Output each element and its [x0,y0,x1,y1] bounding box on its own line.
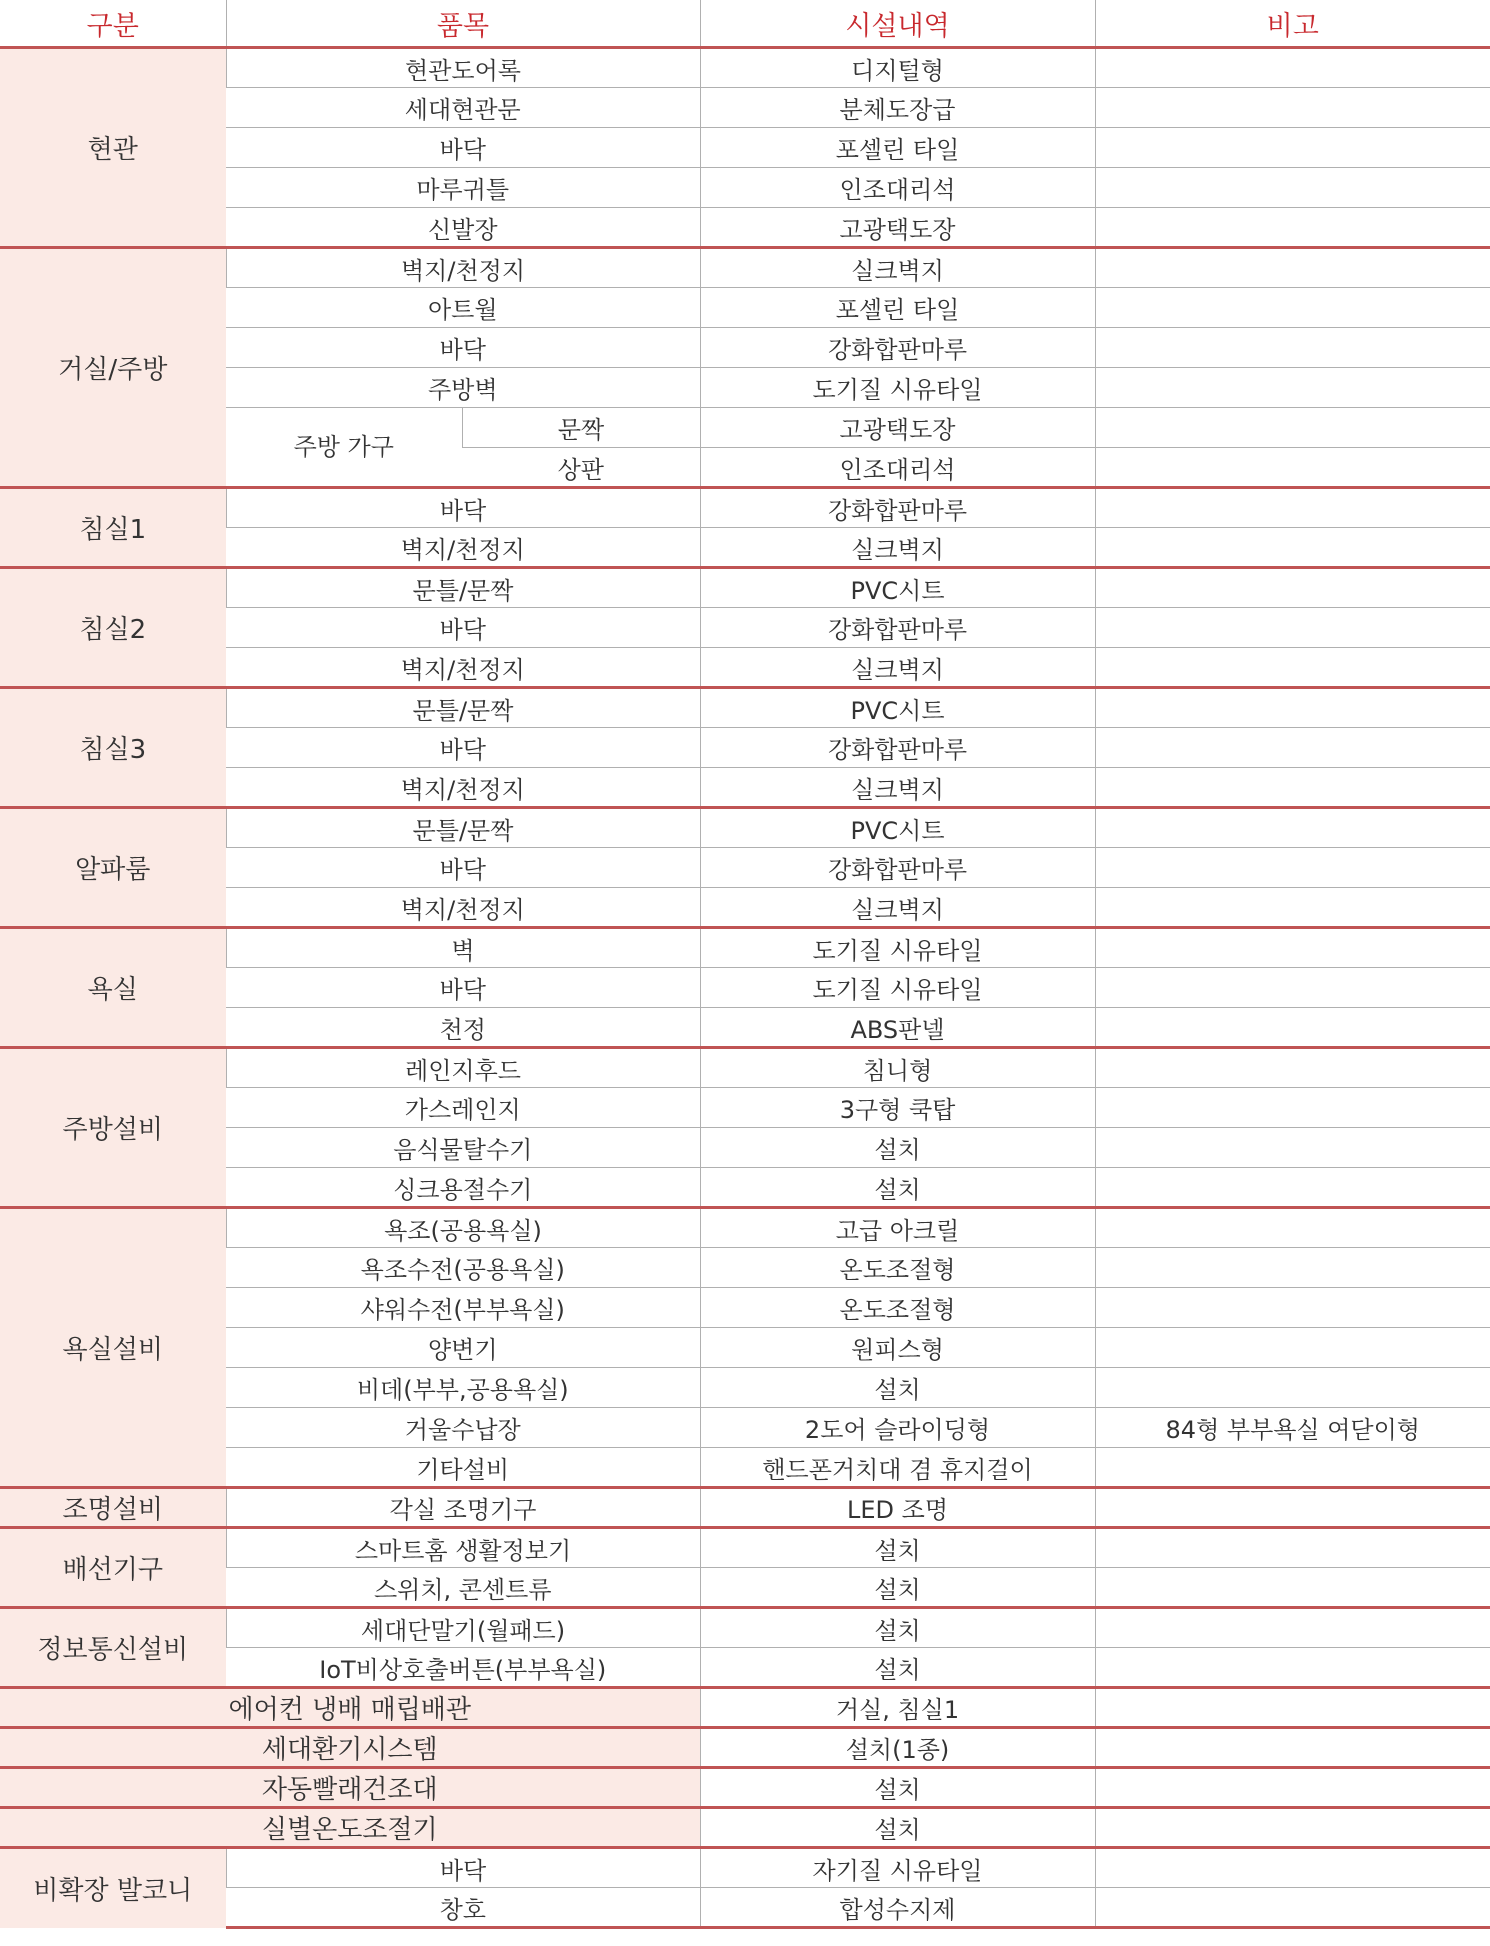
item-cell: 가스레인지 [226,1088,700,1128]
category-cell: 거실/주방 [0,248,226,488]
item-cell: 바닥 [226,1848,700,1888]
subitem-cell: 문짝 [462,408,700,448]
note-cell [1095,1688,1490,1728]
item-cell: 음식물탈수기 [226,1128,700,1168]
note-cell [1095,1048,1490,1088]
note-cell [1095,888,1490,928]
category-cell: 주방설비 [0,1048,226,1208]
item-cell: 싱크용절수기 [226,1168,700,1208]
category-cell: 자동빨래건조대 [0,1768,700,1808]
spec-cell: 고광택도장 [700,408,1095,448]
note-cell [1095,1208,1490,1248]
spec-cell: 합성수지제 [700,1888,1095,1928]
note-cell [1095,1768,1490,1808]
table-row [0,1608,1490,1648]
note-cell [1095,928,1490,968]
category-cell: 비확장 발코니 [0,1848,226,1928]
item-cell: 스위치, 콘센트류 [226,1568,700,1608]
table-row [0,688,1490,728]
item-cell: 벽지/천정지 [226,648,700,688]
item-cell: 신발장 [226,208,700,248]
spec-cell: 강화합판마루 [700,608,1095,648]
item-cell: 벽지/천정지 [226,528,700,568]
note-cell [1095,368,1490,408]
spec-cell: 강화합판마루 [700,848,1095,888]
item-cell: 문틀/문짝 [226,808,700,848]
note-cell [1095,528,1490,568]
spec-cell: 설치 [700,1368,1095,1408]
table-row [0,1688,1490,1728]
table-row [0,1528,1490,1568]
spec-cell: 설치 [700,1608,1095,1648]
note-cell [1095,1568,1490,1608]
spec-cell: 고광택도장 [700,208,1095,248]
spec-cell: 도기질 시유타일 [700,928,1095,968]
note-cell [1095,1608,1490,1648]
spec-cell: 설치 [700,1768,1095,1808]
note-cell [1095,808,1490,848]
note-cell [1095,1368,1490,1408]
category-cell: 침실1 [0,488,226,568]
item-cell: 바닥 [226,328,700,368]
note-cell [1095,1088,1490,1128]
note-cell [1095,128,1490,168]
note-cell [1095,1288,1490,1328]
category-cell: 알파룸 [0,808,226,928]
item-cell: 기타설비 [226,1448,700,1488]
category-cell: 정보통신설비 [0,1608,226,1688]
spec-cell: 디지털형 [700,48,1095,88]
table-row [0,1848,1490,1888]
spec-cell: PVC시트 [700,568,1095,608]
table-row [0,1048,1490,1088]
spec-cell: 인조대리석 [700,448,1095,488]
header-note: 비고 [1095,0,1490,48]
spec-cell: 실크벽지 [700,888,1095,928]
spec-cell: 실크벽지 [700,528,1095,568]
note-cell [1095,1168,1490,1208]
note-cell [1095,1128,1490,1168]
spec-cell: ABS판넬 [700,1008,1095,1048]
spec-cell: 실크벽지 [700,648,1095,688]
item-cell: 문틀/문짝 [226,688,700,728]
note-cell [1095,1328,1490,1368]
spec-cell: 강화합판마루 [700,488,1095,528]
spec-cell: 실크벽지 [700,768,1095,808]
spec-cell: 포셀린 타일 [700,288,1095,328]
spec-cell: 설치(1종) [700,1728,1095,1768]
item-cell: IoT비상호출버튼(부부욕실) [226,1648,700,1688]
category-cell: 욕실 [0,928,226,1048]
note-cell [1095,1728,1490,1768]
item-cell: 벽지/천정지 [226,888,700,928]
item-cell: 바닥 [226,848,700,888]
item-cell: 욕조수전(공용욕실) [226,1248,700,1288]
note-cell [1095,768,1490,808]
note-cell [1095,88,1490,128]
spec-cell: 설치 [700,1168,1095,1208]
item-cell: 주방 가구 [226,408,462,488]
spec-cell: 설치 [700,1648,1095,1688]
item-cell: 각실 조명기구 [226,1488,700,1528]
subitem-cell: 상판 [462,448,700,488]
category-cell: 침실2 [0,568,226,688]
table-row [0,808,1490,848]
spec-cell: 설치 [700,1528,1095,1568]
spec-cell: PVC시트 [700,688,1095,728]
spec-cell: 설치 [700,1128,1095,1168]
category-cell: 배선기구 [0,1528,226,1608]
note-cell: 84형 부부욕실 여닫이형 [1095,1408,1490,1448]
note-cell [1095,1008,1490,1048]
category-cell: 세대환기시스템 [0,1728,700,1768]
note-cell [1095,1808,1490,1848]
spec-cell: 핸드폰거치대 겸 휴지걸이 [700,1448,1095,1488]
table-row [0,928,1490,968]
note-cell [1095,1888,1490,1928]
header-row [0,0,1490,48]
note-cell [1095,1648,1490,1688]
note-cell [1095,728,1490,768]
table-row [0,1768,1490,1808]
note-cell [1095,328,1490,368]
category-cell: 현관 [0,48,226,248]
item-cell: 세대단말기(월패드) [226,1608,700,1648]
note-cell [1095,608,1490,648]
table-row [0,1208,1490,1248]
item-cell: 문틀/문짝 [226,568,700,608]
category-cell: 에어컨 냉배 매립배관 [0,1688,700,1728]
item-cell: 바닥 [226,128,700,168]
spec-cell: 온도조절형 [700,1288,1095,1328]
item-cell: 바닥 [226,968,700,1008]
spec-cell: 자기질 시유타일 [700,1848,1095,1888]
item-cell: 바닥 [226,608,700,648]
table-row [0,248,1490,288]
spec-cell: 침니형 [700,1048,1095,1088]
note-cell [1095,968,1490,1008]
spec-cell: 인조대리석 [700,168,1095,208]
spec-cell: 분체도장급 [700,88,1095,128]
spec-cell: 3구형 쿡탑 [700,1088,1095,1128]
header-category: 구분 [0,0,226,48]
spec-cell: 2도어 슬라이딩형 [700,1408,1095,1448]
note-cell [1095,568,1490,608]
spec-cell: 실크벽지 [700,248,1095,288]
note-cell [1095,848,1490,888]
item-cell: 욕조(공용욕실) [226,1208,700,1248]
table-row [0,1728,1490,1768]
item-cell: 마루귀틀 [226,168,700,208]
category-cell: 침실3 [0,688,226,808]
item-cell: 바닥 [226,488,700,528]
item-cell: 레인지후드 [226,1048,700,1088]
spec-cell: 거실, 침실1 [700,1688,1095,1728]
spec-cell: LED 조명 [700,1488,1095,1528]
note-cell [1095,1848,1490,1888]
note-cell [1095,648,1490,688]
note-cell [1095,448,1490,488]
spec-cell: 강화합판마루 [700,728,1095,768]
item-cell: 벽지/천정지 [226,248,700,288]
item-cell: 창호 [226,1888,700,1928]
note-cell [1095,1488,1490,1528]
item-cell: 바닥 [226,728,700,768]
item-cell: 주방벽 [226,368,700,408]
table-row [0,1488,1490,1528]
spec-body [0,48,1490,1928]
spec-cell: 강화합판마루 [700,328,1095,368]
item-cell: 세대현관문 [226,88,700,128]
item-cell: 벽 [226,928,700,968]
category-cell: 조명설비 [0,1488,226,1528]
spec-cell: 포셀린 타일 [700,128,1095,168]
note-cell [1095,1528,1490,1568]
note-cell [1095,288,1490,328]
note-cell [1095,168,1490,208]
spec-cell: 도기질 시유타일 [700,968,1095,1008]
note-cell [1095,488,1490,528]
item-cell: 스마트홈 생활정보기 [226,1528,700,1568]
item-cell: 아트월 [226,288,700,328]
item-cell: 샤워수전(부부욕실) [226,1288,700,1328]
note-cell [1095,48,1490,88]
table-row [0,568,1490,608]
spec-cell: 설치 [700,1808,1095,1848]
table-row [0,488,1490,528]
category-cell: 욕실설비 [0,1208,226,1488]
spec-cell: PVC시트 [700,808,1095,848]
item-cell: 천정 [226,1008,700,1048]
note-cell [1095,1448,1490,1488]
item-cell: 벽지/천정지 [226,768,700,808]
note-cell [1095,688,1490,728]
table-row [0,1808,1490,1848]
spec-cell: 온도조절형 [700,1248,1095,1288]
note-cell [1095,408,1490,448]
spec-cell: 도기질 시유타일 [700,368,1095,408]
item-cell: 현관도어록 [226,48,700,88]
header-spec: 시설내역 [700,0,1095,48]
note-cell [1095,208,1490,248]
table-row [0,48,1490,88]
item-cell: 양변기 [226,1328,700,1368]
spec-cell: 설치 [700,1568,1095,1608]
spec-cell: 원피스형 [700,1328,1095,1368]
spec-cell: 고급 아크릴 [700,1208,1095,1248]
header-item: 품목 [226,0,700,48]
note-cell [1095,1248,1490,1288]
category-cell: 실별온도조절기 [0,1808,700,1848]
item-cell: 거울수납장 [226,1408,700,1448]
item-cell: 비데(부부,공용욕실) [226,1368,700,1408]
note-cell [1095,248,1490,288]
